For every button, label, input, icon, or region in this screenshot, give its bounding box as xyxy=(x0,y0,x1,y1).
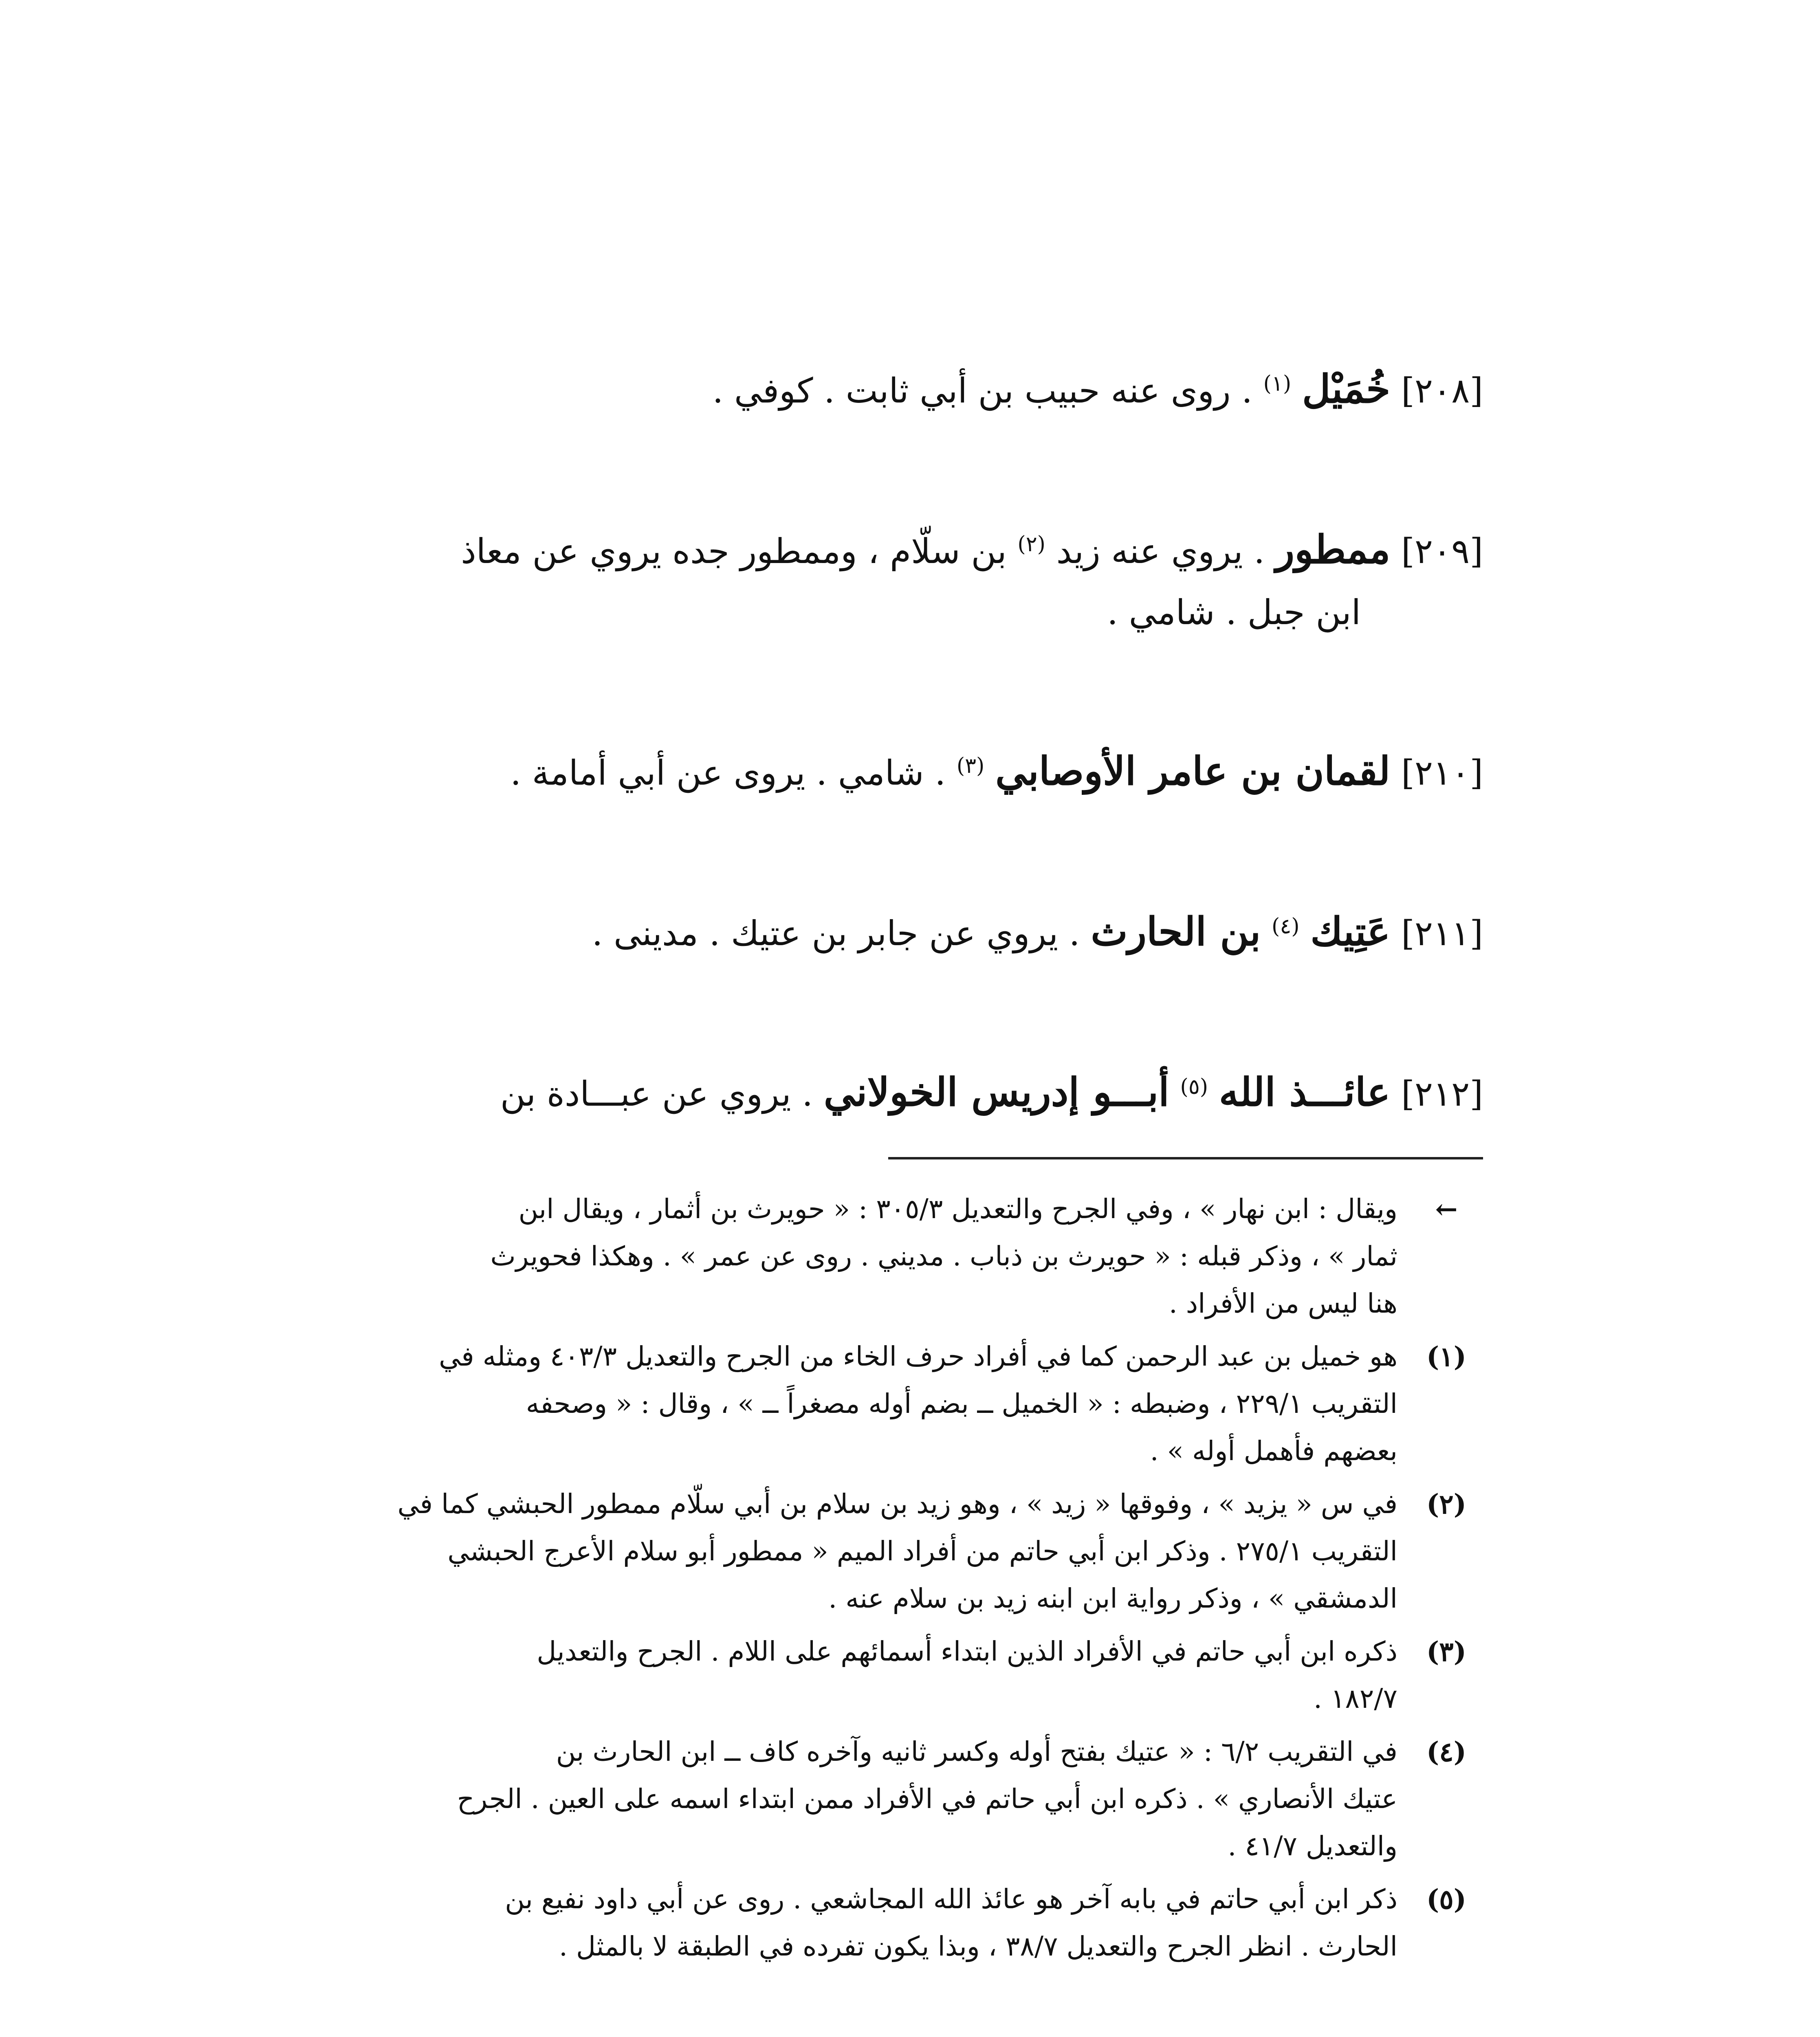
footnote-line: التقريب ٢٧٥/١ . وذكر ابن أبي حاتم من أفراد الميم « ممطور أبو سلام الأعرج الحبشي xyxy=(447,1535,1397,1567)
entry-210 xyxy=(359,741,1483,803)
entry-text: . شامي . يروى عن أبي أمامة . xyxy=(510,753,946,793)
entry-number: [٢١١] xyxy=(1401,913,1483,953)
entry-name: ممطور xyxy=(1275,526,1391,572)
footnote-marker: (٥) xyxy=(1426,1883,1466,1915)
footnote-line: ثمار » ، وذكر قبله : « حويرث بن ذباب . مديني . روى عن عمر » . وهكذا فحويرث xyxy=(490,1241,1397,1272)
entry-208 xyxy=(359,359,1483,421)
footnote-line: والتعديل ٤١/٧ . xyxy=(1228,1830,1397,1862)
footnote-marker: (١) xyxy=(1426,1341,1466,1373)
footnote-line: التقريب ٢٢٩/١ ، وضبطه : « الخميل ــ بضم أوله مصغراً ــ » ، وقال : « وصحفه xyxy=(526,1388,1397,1419)
footnote-line: ١٨٢/٧ . xyxy=(1313,1683,1397,1714)
entry-text: . يروي عن جابر بن عتيك . مدينى . xyxy=(592,913,1080,953)
footnote-divider xyxy=(888,1157,1483,1159)
footnote-continued xyxy=(359,1186,1483,1327)
footnote-line: هو خميل بن عبد الرحمن كما في أفراد حرف الخاء من الجرح والتعديل ٤٠٣/٣ ومثله في xyxy=(439,1341,1397,1372)
footnote-line: ويقال : ابن نهار » ، وفي الجرح والتعديل ٣٠٥/٣ : « حويرث بن أثمار ، ويقال ابن xyxy=(518,1193,1397,1225)
footnote-line: هنا ليس من الأفراد . xyxy=(1169,1288,1397,1319)
entry-continuation: ابن جبل . شامي . xyxy=(1107,592,1361,632)
footnote-3 xyxy=(359,1628,1483,1722)
entry-number: [٢١٢] xyxy=(1401,1074,1483,1114)
footnote-ref: (١) xyxy=(1263,372,1292,396)
footnote-marker: (٤) xyxy=(1426,1736,1466,1768)
footnote-line: عتيك الأنصاري » . ذكره ابن أبي حاتم في الأفراد ممن ابتداء اسمه على العين . الجرح xyxy=(457,1783,1397,1815)
entry-text: . يروي عنه زيد xyxy=(1056,531,1265,571)
footnote-line: في التقريب ٦/٢ : « عتيك بفتح أوله وكسر ثانيه وآخره كاف ــ ابن الحارث بن xyxy=(556,1736,1397,1767)
footnote-ref: (٤) xyxy=(1272,914,1300,939)
footnote-line: الدمشقي » ، وذكر رواية ابن ابنه زيد بن سلام عنه . xyxy=(828,1583,1397,1614)
entry-name-continued: أبـــو إدريس الخولاني xyxy=(823,1069,1169,1115)
entry-211 xyxy=(359,901,1483,964)
continuation-arrow-icon: ← xyxy=(1435,1193,1458,1225)
footnote-ref: (٣) xyxy=(956,754,985,778)
entry-text: . روى عنه حبيب بن أبي ثابت . كوفي . xyxy=(712,371,1252,411)
footnote-line: الحارث . انظر الجرح والتعديل ٣٨/٧ ، وبذا يكون تفرده في الطبقة لا بالمثل . xyxy=(559,1931,1397,1962)
footnote-line: في س « يزيد » ، وفوقها « زيد » ، وهو زيد بن سلام بن أبي سلّام ممطور الحبشي كما في xyxy=(397,1488,1397,1520)
footnote-5 xyxy=(359,1876,1483,1970)
entry-text: بن سلّام ، وممطور جده يروي عن معاذ xyxy=(461,531,1007,571)
entry-212 xyxy=(359,1062,1483,1124)
footnote-4 xyxy=(359,1728,1483,1870)
entry-number: [٢١٠] xyxy=(1401,753,1483,793)
footnote-1 xyxy=(359,1333,1483,1475)
footnote-2 xyxy=(359,1480,1483,1622)
entry-number: [٢٠٩] xyxy=(1401,531,1483,571)
entry-name: خُمَيْل xyxy=(1302,366,1391,412)
footnote-line: بعضهم فأهمل أوله » . xyxy=(1150,1435,1397,1467)
entries-list xyxy=(359,359,1483,1222)
entry-name: عَتِيك xyxy=(1310,909,1391,955)
footnote-ref: (٢) xyxy=(1017,532,1045,557)
footnote-ref: (٥) xyxy=(1180,1075,1208,1099)
footnotes-section xyxy=(359,1186,1483,1976)
footnote-line: ذكر ابن أبي حاتم في بابه آخر هو عائذ الله المجاشعي . روى عن أبي داود نفيع بن xyxy=(505,1883,1397,1915)
footnote-marker: (٢) xyxy=(1426,1488,1466,1520)
entry-text: . يروي عن عبـــادة بن xyxy=(500,1074,813,1114)
footnote-marker: (٣) xyxy=(1426,1636,1466,1667)
entry-name-continued: بن الحارث xyxy=(1091,909,1261,955)
entry-number: [٢٠٨] xyxy=(1401,371,1483,411)
entry-name: عائـــذ الله xyxy=(1219,1069,1391,1115)
footnote-line: ذكره ابن أبي حاتم في الأفراد الذين ابتداء أسمائهم على اللام . الجرح والتعديل xyxy=(537,1636,1397,1667)
entry-209 xyxy=(359,519,1483,643)
entry-name: لقمان بن عامر الأوصابي xyxy=(995,748,1391,794)
